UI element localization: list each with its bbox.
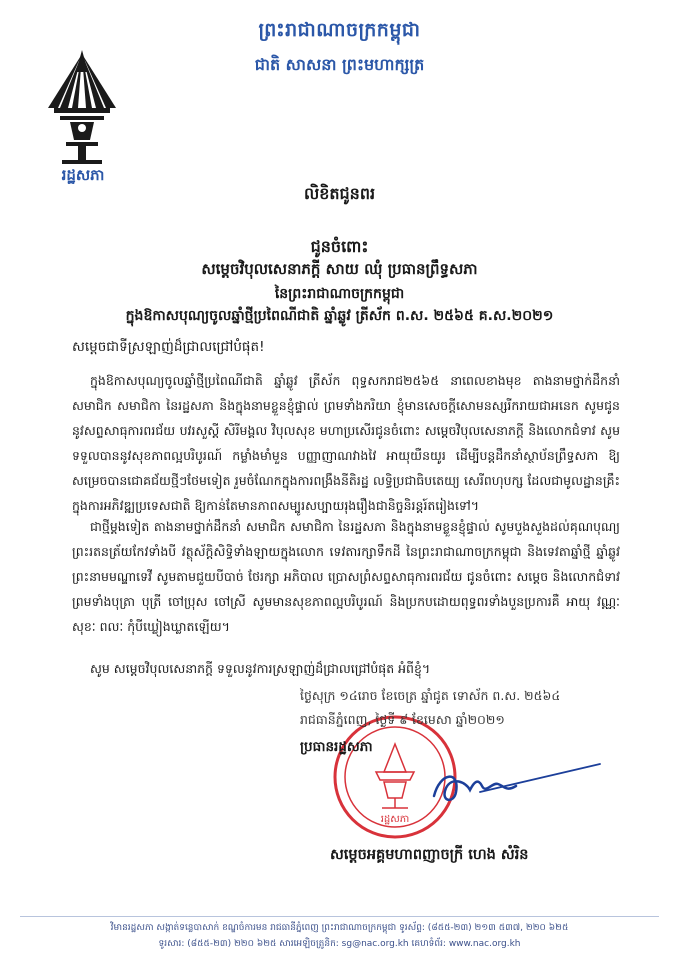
address-to: ជូនចំពោះ [310, 237, 369, 256]
body-paragraph-2: ជាថ្មីម្តងទៀត តាងនាមថ្នាក់ដឹកនាំ សមាជិក សមាជិកា នៃរដ្ឋសភា និងក្នុងនាមខ្លួនខ្ញុំផ្ទាល់ សូមបួងសួងដល់គុណបុណ្យព្រះរតនត្រ័យកែវទាំងបី វត្ថុស័ក្តិសិទ្ធិទាំងឡាយក្នុងលោក ទេវតារក្សាទឹកដី នៃព្រះរាជាណាចក្រកម្ពុជា និងទេវតាឆ្នាំថ្មី ឆ្នាំឆ្លូវ ព្រះនាមមណ្ឌាទេវី សូមតាមជួយបីបាច់ ថែរក្សា អភិបាល ប្រោសព្រំសព្ទសាធុការពរជ័យ ជូនចំពោះ សម្តេច និងលោកជំទាវ ព្រមទាំងបុត្រា បុត្រី ចៅប្រុស ចៅស្រី សូមមានសុខភាពល្អបរិបូរណ៍ និងប្រកបដោយពុទ្ធពរទាំងបួនប្រការគឺ អាយុ វណ្ណៈ សុខៈ ពលៈ កុំបីឃ្លៀងឃ្លាតឡើយ។ [72, 519, 620, 634]
salutation: សម្តេចជាទីស្រឡាញ់ដ៏ជ្រាលជ្រៅបំផុត! [72, 339, 265, 355]
solar-date: រាជធានីភ្នំពេញ, ថ្ងៃទី ៩ ខែមេសា ឆ្នាំ២០២១ [300, 712, 505, 727]
occasion-line: ក្នុងឱកាសបុណ្យចូលឆ្នាំថ្មីប្រពៃណីជាតិ ឆ្នាំឆ្លូវ ត្រីស័ក ព.ស. ២៥៦៥ គ.ស.២០២១ [125, 308, 554, 324]
signatory-role: ប្រធានរដ្ឋសភា [300, 739, 373, 755]
footer-address: វិមានរដ្ឋសភា សង្កាត់ទន្លេបាសាក់ ខណ្ឌចំការមន រាជធានីភ្នំពេញ ព្រះរាជាណាចក្រកម្ពុជា ទូរស័ព្ទ: (៨៥៥-២៣) ២១៣ ៥៣៧, ២២០ ៦២៥ [110, 923, 569, 933]
kingdom-title: ព្រះរាជាណាចក្រកម្ពុជា [258, 19, 421, 41]
body-paragraph-1: ក្នុងឱកាសបុណ្យចូលឆ្នាំថ្មីប្រពៃណីជាតិ ឆ្នាំឆ្លូវ ត្រីស័ក ពុទ្ធសករាជ២៥៦៥ នាពេលខាងមុខ តាងនាមថ្នាក់ដឹកនាំ សមាជិក សមាជិកា នៃរដ្ឋសភា និងក្នុងនាមខ្លួនខ្ញុំផ្ទាល់ ព្រមទាំងភរិយា ខ្ញុំមានសេចក្តីសោមនស្សរីករាយជាអនេក សូមជូននូវសព្ទសាធុការពរជ័យ បវរសួស្តី សិរីមង្គល វិបុលសុខ មហាប្រសើរជូនចំពោះ សម្តេចវិបុលសេនាភក្តី និងលោកជំទាវ សូមទទួលបាននូវសុខភាពល្អបរិបូរណ៍ កម្លាំងមាំមួន បញ្ញាញាណវាងវៃ អាយុយឺនយូរ ដើម្បីបន្តដឹកនាំស្ថាប័នព្រឹទ្ធសភា ឱ្យសម្រេចបានជោគជ័យថ្មីៗថែមទៀត រួមចំណែកក្នុងការពង្រឹងនីតិរដ្ឋ លទ្ធិប្រជាធិបតេយ្យ សេរីពហុបក្ស ដែលជាមូលដ្ឋានគ្រឹះ ក្នុងការអភិវឌ្ឍប្រទេសជាតិ ឱ្យកាន់តែមានភាពសម្បូរសប្បាយរុងរឿងជានិច្ចនិរន្តរ៍តរៀងទៅ។ [72, 373, 620, 513]
recipient-name: សម្តេចវិបុលសេនាភក្តី សាយ ឈុំ ប្រធានព្រឹទ្ធសភា [201, 260, 478, 278]
lunar-date: ថ្ងៃសុក្រ ១៤រោច ខែចេត្រ ឆ្នាំជូត ទោស័ក ព.ស. ២៥៦៤ [300, 688, 561, 703]
institution-logo-text: រដ្ឋសភា [61, 166, 105, 184]
footer-contact: ទូរសារ: (៨៥៥-២៣) ២២០ ៦២៥ សារអេឡិចត្រូនិក: sg@nac.org.kh គេហទំព័រ: www.nac.org.kh [158, 939, 521, 949]
stamp-text: រដ្ឋសភា [380, 814, 410, 825]
handwritten-signature [420, 752, 610, 812]
body-paragraph-3: សូម សម្តេចវិបុលសេនាភក្តី ទទួលនូវការស្រឡាញ់ដ៏ជ្រាលជ្រៅបំផុត អំពីខ្ញុំ។ [90, 661, 431, 676]
document-title: លិខិតជូនពរ [303, 184, 376, 203]
recipient-institution: នៃព្រះរាជាណាចក្រកម្ពុជា [274, 286, 405, 302]
signatory-name: សម្តេចអគ្គមហាពញាចក្រី ហេង សំរិន [330, 847, 529, 863]
footer-divider [20, 916, 659, 917]
national-motto: ជាតិ សាសនា ព្រះមហាក្សត្រ [254, 55, 425, 74]
national-assembly-emblem [40, 48, 124, 166]
